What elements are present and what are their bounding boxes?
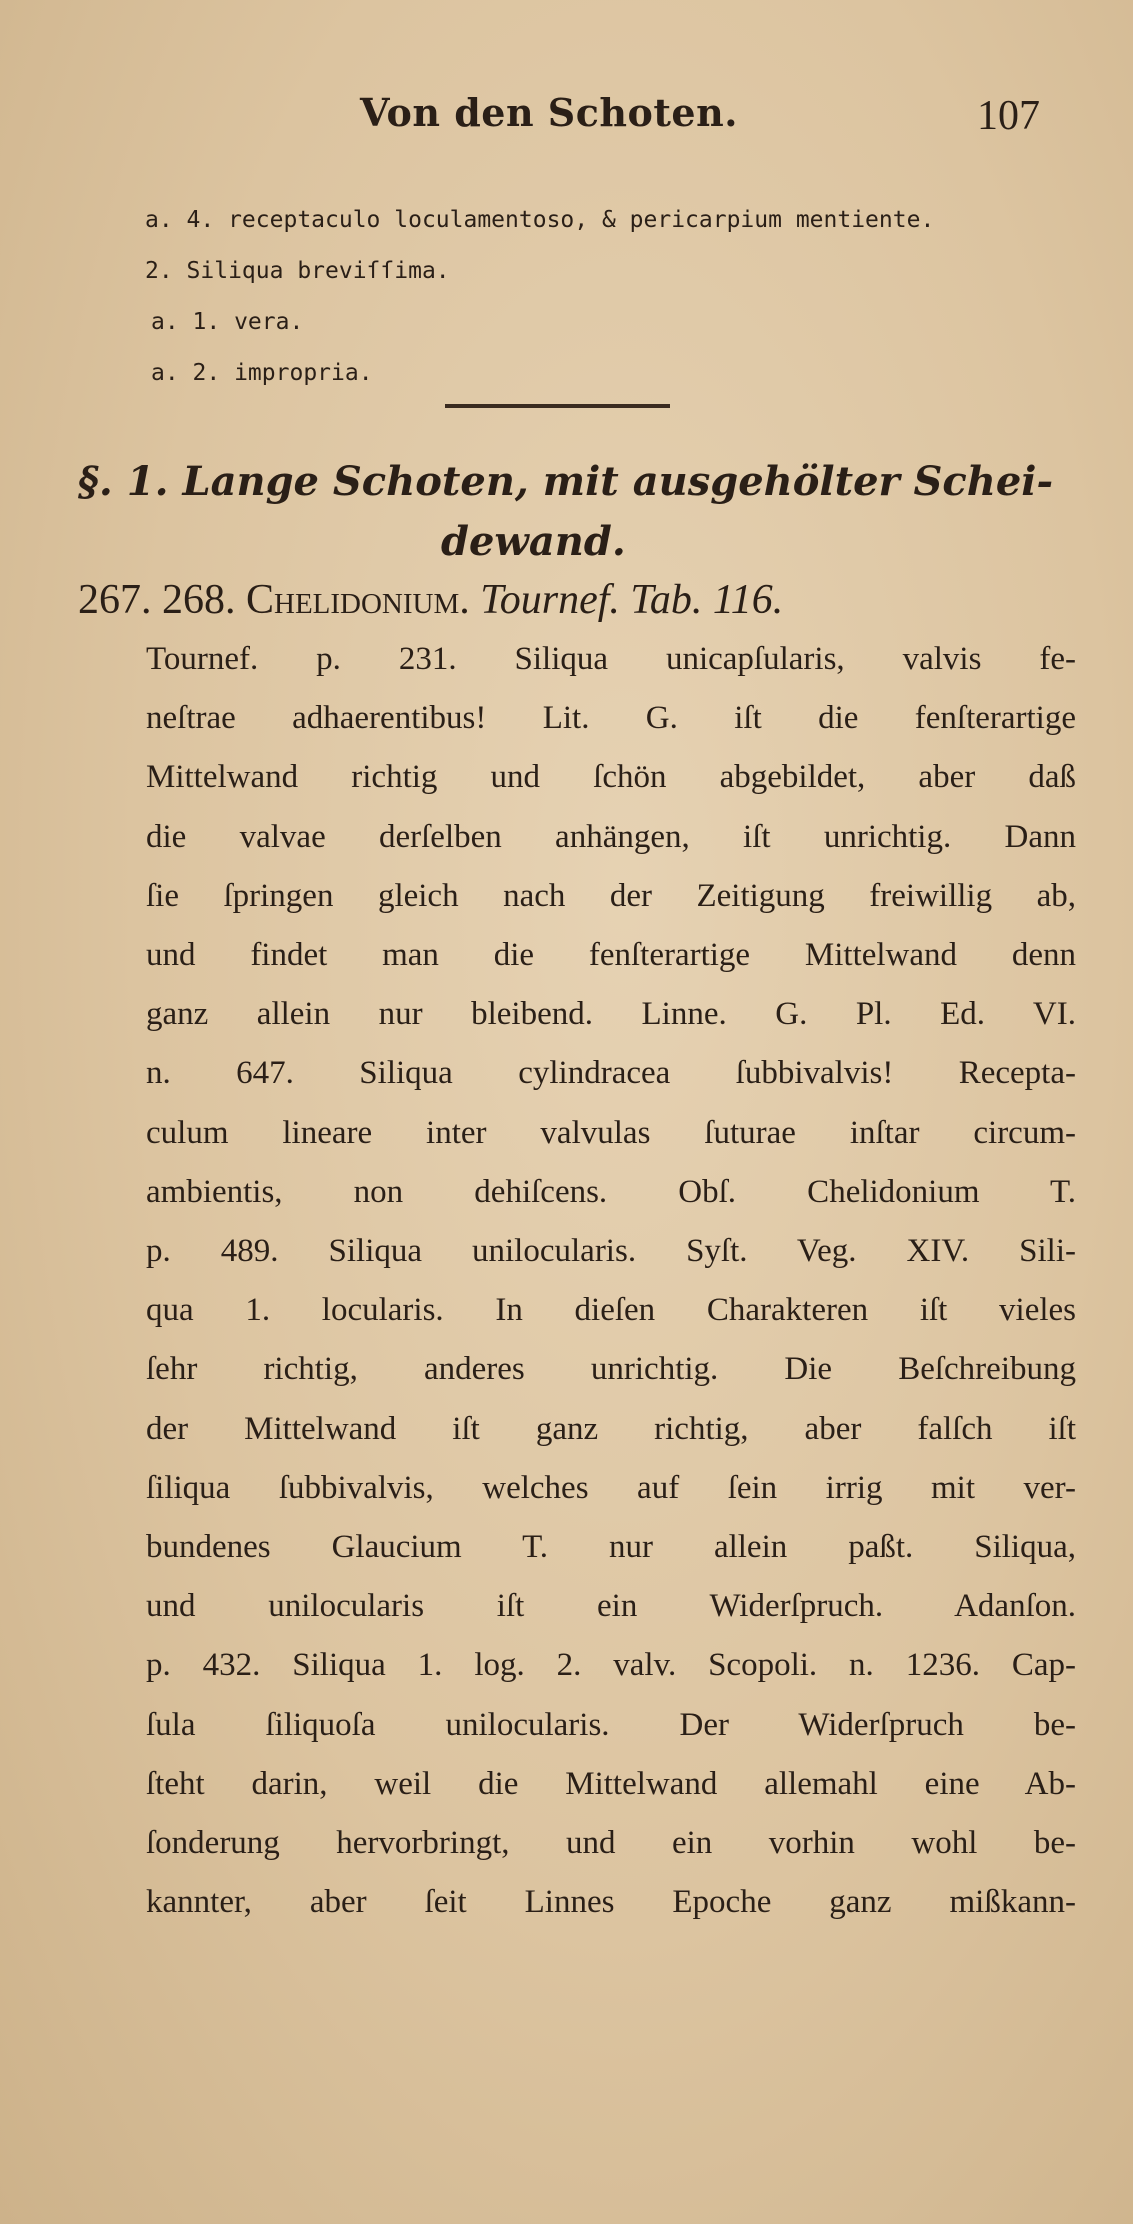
text-line: Tournef. p. 231. Siliqua unicapſularis, valvis fe- <box>146 641 1076 677</box>
entry-numbers: 267. 268. <box>78 577 246 623</box>
text-line: ſiliqua ſubbivalvis, welches auf ſein irrig mit ver- <box>146 1469 1076 1506</box>
section-divider <box>445 404 670 408</box>
entry-heading <box>78 570 1088 630</box>
running-head: Von den Schoten. <box>360 90 738 135</box>
text-line: ganz allein nur bleibend. Linne. G. Pl. Ed. VI. <box>146 996 1076 1033</box>
page-header <box>360 86 1050 146</box>
entry-body <box>78 630 1088 1932</box>
outline-item: a. 2. impropria. <box>151 360 373 386</box>
text-line: ſula ſiliquoſa unilocularis. Der Widerſpruch be- <box>146 1706 1076 1743</box>
text-line: Mittelwand richtig und ſchön abgebildet, aber daß <box>146 759 1076 796</box>
text-line: ſehr richtig, anderes unrichtig. Die Beſchreibung <box>146 1351 1076 1388</box>
text-line: ſonderung hervorbringt, und ein vorhin wohl be- <box>146 1825 1076 1862</box>
text-line: qua 1. locularis. In dieſen Charakteren iſt vieles <box>146 1292 1076 1329</box>
text-line: p. 489. Siliqua unilocularis. Syſt. Veg. XIV. Sili- <box>146 1233 1076 1270</box>
section-heading <box>78 452 1088 572</box>
section-heading-line: §. 1. Lange Schoten, mit ausgehölter Schei- <box>78 458 1054 505</box>
outline-item: a. 1. vera. <box>151 309 304 335</box>
entry-genus: Chelidonium. <box>246 577 470 623</box>
text-line: ſie ſpringen gleich nach der Zeitigung freiwillig ab, <box>146 877 1076 914</box>
text-line: und findet man die fenſterartige Mittelwand denn <box>146 937 1076 974</box>
page-number: 107 <box>977 93 1040 139</box>
text-line: der Mittelwand iſt ganz richtig, aber falſch iſt <box>146 1410 1076 1447</box>
text-line: bundenes Glaucium T. nur allein paßt. Siliqua, <box>146 1529 1076 1566</box>
text-line: und unilocularis iſt ein Widerſpruch. Adanſon. <box>146 1588 1076 1625</box>
entry-reference: Tournef. Tab. 116. <box>469 577 784 623</box>
text-line: die valvae derſelben anhängen, iſt unrichtig. Dann <box>146 818 1076 855</box>
text-line: p. 432. Siliqua 1. log. 2. valv. Scopoli. n. 1236. Cap- <box>146 1647 1076 1684</box>
text-line: neſtrae adhaerentibus! Lit. G. iſt die fenſterartige <box>146 700 1076 737</box>
text-line: n. 647. Siliqua cylindracea ſubbivalvis! Recepta- <box>146 1055 1076 1092</box>
text-line: culum lineare inter valvulas ſuturae inſtar circum- <box>146 1114 1076 1151</box>
outline-item: a. 4. receptaculo loculamentoso, & pericarpium mentiente. <box>145 207 935 233</box>
genus-entry <box>78 570 1088 1932</box>
text-line: kannter, aber ſeit Linnes Epoche ganz mißkann- <box>146 1884 1076 1921</box>
text-line: ambientis, non dehiſcens. Obſ. Chelidonium T. <box>146 1173 1076 1210</box>
text-line: ſteht darin, weil die Mittelwand allemahl eine Ab- <box>146 1765 1076 1802</box>
classification-outline <box>145 195 1075 399</box>
outline-item: 2. Siliqua breviſſima. <box>145 258 450 284</box>
section-heading-line: dewand. <box>441 518 626 565</box>
